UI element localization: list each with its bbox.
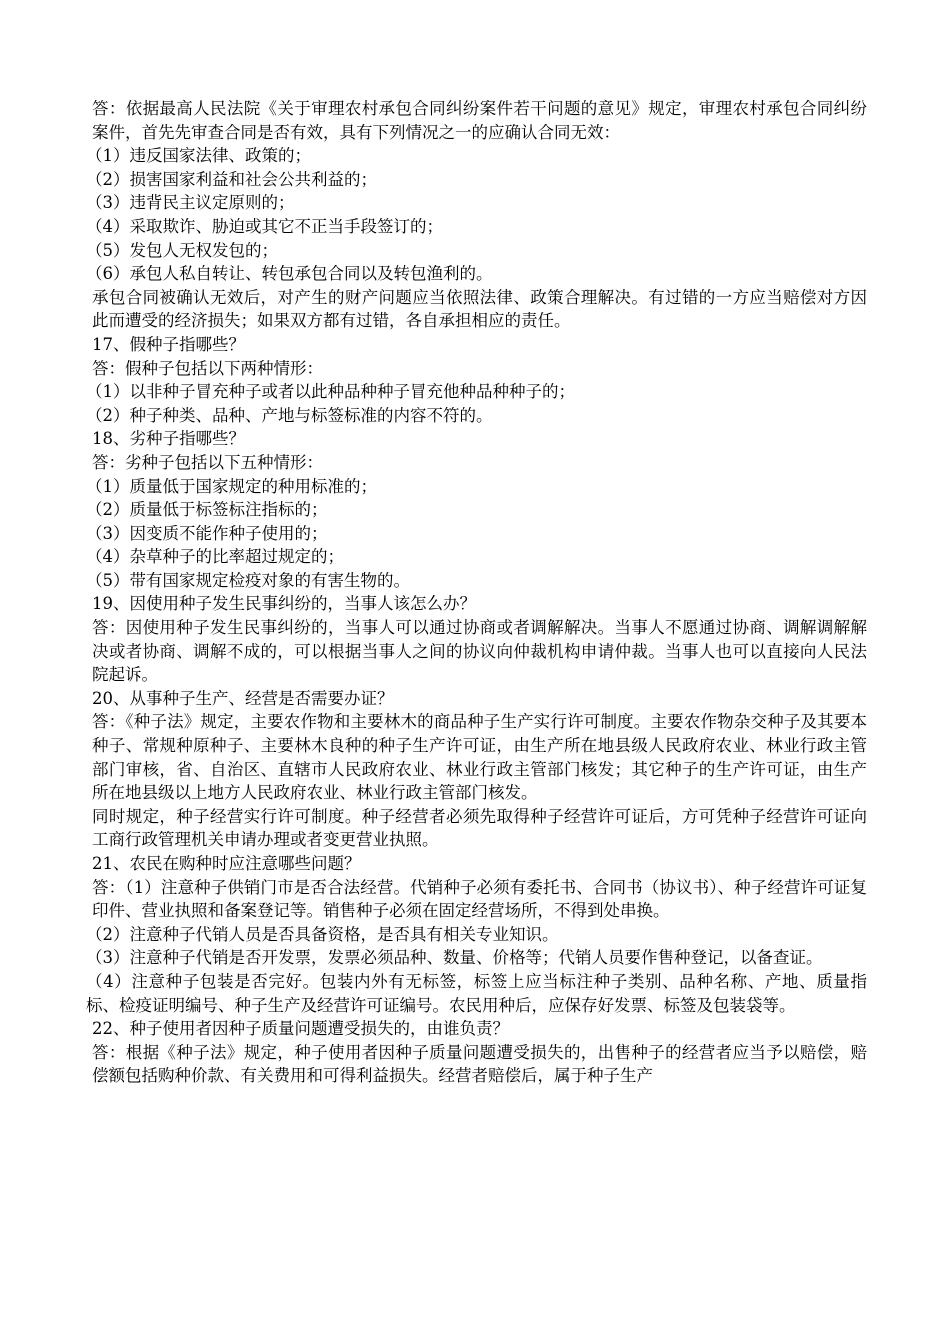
list-item: （1）质量低于国家规定的种用标准的； — [86, 476, 377, 496]
paragraph: 答：因使用种子发生民事纠纷的，当事人可以通过协商或者调解解决。当事人不愿通过协商、调解调解解决或者协商、调解不成的，可以根据当事人之间的协议向仲裁机构申请仲裁。当事人也可以直接向人民法院起诉。 — [92, 618, 867, 685]
question-heading: 20、从事种子生产、经营是否需要办证？ — [92, 688, 394, 708]
question-heading: 18、劣种子指哪些？ — [92, 429, 245, 449]
document-page — [86, 97, 867, 1088]
list-item: （5）带有国家规定检疫对象的有害生物的。 — [86, 570, 410, 590]
question-heading: 22、种子使用者因种子质量问题遭受损失的，由谁负责？ — [92, 1019, 509, 1039]
list-item: （1）违反国家法律、政策的； — [86, 146, 311, 166]
list-item: （2）损害国家利益和社会公共利益的； — [86, 169, 377, 189]
paragraph: 承包合同被确认无效后，对产生的财产问题应当依照法律、政策合理解决。有过错的一方应当赔偿对方因此而遭受的经济损失；如果双方都有过错，各自承担相应的责任。 — [92, 287, 867, 331]
list-item: （2）种子种类、品种、产地与标签标准的内容不符的。 — [86, 405, 493, 425]
list-item: （2）质量低于标签标注指标的； — [86, 500, 328, 520]
paragraph: 答：（1）注意种子供销门市是否合法经营。代销种子必须有委托书、合同书（协议书）、种子经营许可证复印件、营业执照和备案登记等。销售种子必须在固定经营场所，不得到处串换。 — [92, 877, 867, 921]
paragraph: 答：劣种子包括以下五种情形： — [92, 452, 323, 472]
list-item: （3）因变质不能作种子使用的； — [86, 523, 328, 543]
list-item: （4）采取欺诈、胁迫或其它不正当手段签订的； — [86, 216, 443, 236]
paragraph: 同时规定，种子经营实行许可制度。种子经营者必须先取得种子经营许可证后，方可凭种子经营许可证向工商行政管理机关申请办理或者变更营业执照。 — [92, 806, 867, 850]
list-item: （5）发包人无权发包的； — [86, 240, 278, 260]
list-item: （6）承包人私自转让、转包承包合同以及转包渔利的。 — [86, 264, 493, 284]
list-item: （1）以非种子冒充种子或者以此种品种种子冒充他种品种种子的； — [86, 382, 575, 402]
list-item: （4）注意种子包装是否完好。包装内外有无标签，标签上应当标注种子类别、品种名称、产地、质量指标、检疫证明编号、种子生产及经营许可证编号。农民用种后，应保存好发票、标签及包装袋等。 — [86, 971, 867, 1015]
list-item: （3）注意种子代销是否开发票，发票必须品种、数量、价格等；代销人员要作售种登记，以备查证。 — [86, 948, 823, 968]
list-item: （2）注意种子代销人员是否具备资格，是否具有相关专业知识。 — [86, 924, 559, 944]
paragraph: 答：依据最高人民法院《关于审理农村承包合同纠纷案件若干问题的意见》规定，审理农村承包合同纠纷案件，首先先审查合同是否有效，具有下列情况之一的应确认合同无效： — [92, 99, 867, 142]
question-heading: 17、假种子指哪些？ — [92, 334, 245, 354]
question-heading: 19、因使用种子发生民事纠纷的，当事人该怎么办？ — [92, 594, 476, 614]
paragraph: 答：假种子包括以下两种情形： — [92, 358, 323, 378]
question-heading: 21、农民在购种时应注意哪些问题？ — [92, 854, 361, 873]
list-item: （4）杂草种子的比率超过规定的； — [86, 547, 344, 567]
paragraph: 答：根据《种子法》规定，种子使用者因种子质量问题遭受损失的，出售种子的经营者应当予以赔偿，赔偿额包括购种价款、有关费用和可得利益损失。经营者赔偿后，属于种子生产 — [92, 1042, 867, 1086]
list-item: （3）违背民主议定原则的； — [86, 193, 295, 213]
paragraph: 答：《种子法》规定，主要农作物和主要林木的商品种子生产实行许可制度。主要农作物杂交种子及其要本种子、常规种原种子、主要林木良种的种子生产许可证，由生产所在地县级人民政府农业、林业行政主管部门审核，省、自治区、直辖市人民政府农业、林业行政主管部门核发；其它种子的生产许可证，由生产所在地县级以上地方人民政府农业、林业行政主管部门核发。 — [92, 712, 867, 803]
